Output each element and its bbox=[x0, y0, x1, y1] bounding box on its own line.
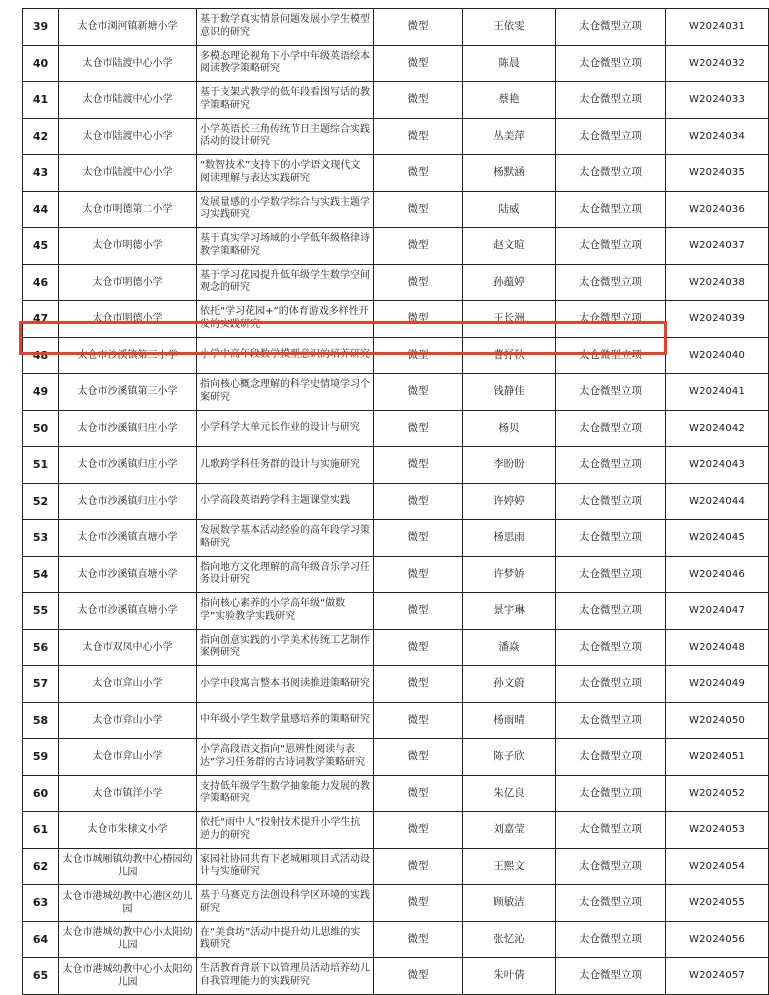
table-row bbox=[23, 191, 769, 228]
school-name: 太仓市双凤中心小学 bbox=[59, 629, 197, 666]
school-name: 太仓市沙溪镇第三小学 bbox=[59, 374, 197, 411]
person-name: 赵文暄 bbox=[463, 228, 556, 265]
project-category: 太仓微型立项 bbox=[556, 739, 666, 776]
person-name: 钱静佳 bbox=[463, 374, 556, 411]
row-number: 65 bbox=[23, 958, 59, 995]
school-name: 太仓市弇山小学 bbox=[59, 702, 197, 739]
row-number: 41 bbox=[23, 82, 59, 119]
project-code: W2024049 bbox=[666, 666, 769, 703]
project-type: 微型 bbox=[374, 739, 463, 776]
row-number: 53 bbox=[23, 520, 59, 557]
project-topic: 基于支架式教学的低年段看图写话的教学策略研究 bbox=[197, 82, 374, 119]
project-topic: 指向地方文化理解的高年级音乐学习任务设计研究 bbox=[197, 556, 374, 593]
person-name: 杨贝 bbox=[463, 410, 556, 447]
row-number: 50 bbox=[23, 410, 59, 447]
project-type: 微型 bbox=[374, 483, 463, 520]
person-name: 陆威 bbox=[463, 191, 556, 228]
table-row bbox=[23, 739, 769, 776]
row-number: 62 bbox=[23, 848, 59, 885]
project-code: W2024034 bbox=[666, 118, 769, 155]
project-category: 太仓微型立项 bbox=[556, 775, 666, 812]
project-topic: 依托“学习花园+”的体育游戏多样性开发的实践研究 bbox=[197, 301, 374, 338]
row-number: 57 bbox=[23, 666, 59, 703]
school-name: 太仓市明德小学 bbox=[59, 264, 197, 301]
row-number: 44 bbox=[23, 191, 59, 228]
row-number: 47 bbox=[23, 301, 59, 338]
project-topic: 在“美食坊”活动中提升幼儿思维的实践研究 bbox=[197, 921, 374, 958]
project-topic: 发展数学基本活动经验的高年段学习策略研究 bbox=[197, 520, 374, 557]
project-category: 太仓微型立项 bbox=[556, 556, 666, 593]
row-number: 59 bbox=[23, 739, 59, 776]
person-name: 顾敏洁 bbox=[463, 885, 556, 922]
project-category: 太仓微型立项 bbox=[556, 520, 666, 557]
row-number: 51 bbox=[23, 447, 59, 484]
person-name: 许梦娇 bbox=[463, 556, 556, 593]
project-list-sheet bbox=[22, 8, 746, 995]
table-row bbox=[23, 629, 769, 666]
project-type: 微型 bbox=[374, 958, 463, 995]
person-name: 朱亿良 bbox=[463, 775, 556, 812]
project-topic: 指向核心概念理解的科学史情境学习个案研究 bbox=[197, 374, 374, 411]
school-name: 太仓市陆渡中心小学 bbox=[59, 118, 197, 155]
project-topic: 家园社协同共育下老城厢项目式活动设计与实施研究 bbox=[197, 848, 374, 885]
school-name: 太仓市陆渡中心小学 bbox=[59, 155, 197, 192]
project-code: W2024046 bbox=[666, 556, 769, 593]
project-code: W2024039 bbox=[666, 301, 769, 338]
project-category: 太仓微型立项 bbox=[556, 374, 666, 411]
person-name: 景宇琳 bbox=[463, 593, 556, 630]
project-topic: 指向核心素养的小学高年级“做数学”实验教学实践研究 bbox=[197, 593, 374, 630]
project-category: 太仓微型立项 bbox=[556, 82, 666, 119]
school-name: 太仓市沙溪镇直塘小学 bbox=[59, 556, 197, 593]
project-category: 太仓微型立项 bbox=[556, 848, 666, 885]
school-name: 太仓市沙溪镇归庄小学 bbox=[59, 447, 197, 484]
project-code: W2024055 bbox=[666, 885, 769, 922]
table-row bbox=[23, 301, 769, 338]
project-type: 微型 bbox=[374, 775, 463, 812]
project-table bbox=[22, 8, 769, 995]
person-name: 许婷婷 bbox=[463, 483, 556, 520]
project-topic: 小学高段英语跨学科主题课堂实践 bbox=[197, 483, 374, 520]
project-code: W2024037 bbox=[666, 228, 769, 265]
school-name: 太仓市明德小学 bbox=[59, 228, 197, 265]
project-topic: 小学中高年段数学模型意识的培养研究 bbox=[197, 337, 374, 374]
table-row bbox=[23, 374, 769, 411]
table-row bbox=[23, 155, 769, 192]
person-name: 王依雯 bbox=[463, 9, 556, 46]
project-code: W2024057 bbox=[666, 958, 769, 995]
project-type: 微型 bbox=[374, 885, 463, 922]
school-name: 太仓市浏河镇新塘小学 bbox=[59, 9, 197, 46]
school-name: 太仓市明德小学 bbox=[59, 301, 197, 338]
project-category: 太仓微型立项 bbox=[556, 483, 666, 520]
project-category: 太仓微型立项 bbox=[556, 118, 666, 155]
project-code: W2024048 bbox=[666, 629, 769, 666]
project-type: 微型 bbox=[374, 337, 463, 374]
school-name: 太仓市港城幼教中心小太阳幼儿园 bbox=[59, 958, 197, 995]
row-number: 39 bbox=[23, 9, 59, 46]
project-topic: 小学中段寓言整本书阅读推进策略研究 bbox=[197, 666, 374, 703]
project-code: W2024054 bbox=[666, 848, 769, 885]
row-number: 52 bbox=[23, 483, 59, 520]
project-topic: “数智技术”支持下的小学语文现代文阅读理解与表达实践研究 bbox=[197, 155, 374, 192]
project-type: 微型 bbox=[374, 848, 463, 885]
project-topic: 支持低年级学生数学抽象能力发展的教学策略研究 bbox=[197, 775, 374, 812]
school-name: 太仓市陆渡中心小学 bbox=[59, 45, 197, 82]
project-type: 微型 bbox=[374, 374, 463, 411]
row-number: 46 bbox=[23, 264, 59, 301]
project-type: 微型 bbox=[374, 264, 463, 301]
person-name: 刘嘉莹 bbox=[463, 812, 556, 849]
school-name: 太仓市城厢镇幼教中心椿园幼儿园 bbox=[59, 848, 197, 885]
person-name: 王长洲 bbox=[463, 301, 556, 338]
project-type: 微型 bbox=[374, 155, 463, 192]
project-category: 太仓微型立项 bbox=[556, 45, 666, 82]
school-name: 太仓市陆渡中心小学 bbox=[59, 82, 197, 119]
row-number: 55 bbox=[23, 593, 59, 630]
project-topic: 多模态理论视角下小学中年级英语绘本阅读教学策略研究 bbox=[197, 45, 374, 82]
row-number: 58 bbox=[23, 702, 59, 739]
project-code: W2024047 bbox=[666, 593, 769, 630]
project-type: 微型 bbox=[374, 812, 463, 849]
project-code: W2024040 bbox=[666, 337, 769, 374]
project-category: 太仓微型立项 bbox=[556, 410, 666, 447]
project-code: W2024032 bbox=[666, 45, 769, 82]
project-type: 微型 bbox=[374, 228, 463, 265]
row-number: 48 bbox=[23, 337, 59, 374]
person-name: 潘焱 bbox=[463, 629, 556, 666]
project-type: 微型 bbox=[374, 702, 463, 739]
school-name: 太仓市沙溪镇第三小学 bbox=[59, 337, 197, 374]
project-topic: 基于数学真实情景问题发展小学生模型意识的研究 bbox=[197, 9, 374, 46]
project-code: W2024042 bbox=[666, 410, 769, 447]
project-type: 微型 bbox=[374, 118, 463, 155]
table-row bbox=[23, 520, 769, 557]
person-name: 丛美萍 bbox=[463, 118, 556, 155]
person-name: 张忆沁 bbox=[463, 921, 556, 958]
table-row bbox=[23, 82, 769, 119]
project-category: 太仓微型立项 bbox=[556, 593, 666, 630]
table-row bbox=[23, 483, 769, 520]
row-number: 64 bbox=[23, 921, 59, 958]
project-code: W2024056 bbox=[666, 921, 769, 958]
row-number: 63 bbox=[23, 885, 59, 922]
school-name: 太仓市港城幼教中心港区幼儿园 bbox=[59, 885, 197, 922]
project-topic: 生活教育背景下以管理员活动培养幼儿自我管理能力的实践研究 bbox=[197, 958, 374, 995]
person-name: 陈晨 bbox=[463, 45, 556, 82]
project-type: 微型 bbox=[374, 45, 463, 82]
school-name: 太仓市沙溪镇归庄小学 bbox=[59, 410, 197, 447]
table-row bbox=[23, 337, 769, 374]
person-name: 曹抒秋 bbox=[463, 337, 556, 374]
project-code: W2024043 bbox=[666, 447, 769, 484]
table-row bbox=[23, 118, 769, 155]
project-type: 微型 bbox=[374, 410, 463, 447]
project-type: 微型 bbox=[374, 629, 463, 666]
project-category: 太仓微型立项 bbox=[556, 885, 666, 922]
table-row bbox=[23, 921, 769, 958]
person-name: 孙文蔚 bbox=[463, 666, 556, 703]
table-row bbox=[23, 593, 769, 630]
table-row bbox=[23, 9, 769, 46]
project-category: 太仓微型立项 bbox=[556, 702, 666, 739]
person-name: 杨思雨 bbox=[463, 520, 556, 557]
table-body bbox=[23, 9, 769, 995]
row-number: 61 bbox=[23, 812, 59, 849]
project-topic: 基于马赛克方法创设科学区环境的实践研究 bbox=[197, 885, 374, 922]
project-code: W2024044 bbox=[666, 483, 769, 520]
project-code: W2024051 bbox=[666, 739, 769, 776]
project-code: W2024052 bbox=[666, 775, 769, 812]
project-topic: 基于学习花园提升低年级学生数学空间观念的研究 bbox=[197, 264, 374, 301]
table-row bbox=[23, 264, 769, 301]
person-name: 孙蕴婷 bbox=[463, 264, 556, 301]
project-type: 微型 bbox=[374, 593, 463, 630]
project-topic: 中年级小学生数学量感培养的策略研究 bbox=[197, 702, 374, 739]
project-category: 太仓微型立项 bbox=[556, 629, 666, 666]
project-category: 太仓微型立项 bbox=[556, 447, 666, 484]
project-category: 太仓微型立项 bbox=[556, 264, 666, 301]
row-number: 54 bbox=[23, 556, 59, 593]
row-number: 42 bbox=[23, 118, 59, 155]
person-name: 陈子欣 bbox=[463, 739, 556, 776]
person-name: 朱叶倩 bbox=[463, 958, 556, 995]
project-code: W2024035 bbox=[666, 155, 769, 192]
person-name: 王熙文 bbox=[463, 848, 556, 885]
project-category: 太仓微型立项 bbox=[556, 9, 666, 46]
person-name: 李盼盼 bbox=[463, 447, 556, 484]
table-row bbox=[23, 447, 769, 484]
project-category: 太仓微型立项 bbox=[556, 228, 666, 265]
school-name: 太仓市弇山小学 bbox=[59, 739, 197, 776]
project-code: W2024053 bbox=[666, 812, 769, 849]
row-number: 40 bbox=[23, 45, 59, 82]
table-row bbox=[23, 228, 769, 265]
project-type: 微型 bbox=[374, 921, 463, 958]
table-row bbox=[23, 848, 769, 885]
project-category: 太仓微型立项 bbox=[556, 812, 666, 849]
project-type: 微型 bbox=[374, 301, 463, 338]
project-topic: 指向创意实践的小学美术传统工艺制作案例研究 bbox=[197, 629, 374, 666]
project-topic: 小学英语长三角传统节日主题综合实践活动的设计研究 bbox=[197, 118, 374, 155]
project-type: 微型 bbox=[374, 666, 463, 703]
table-row bbox=[23, 45, 769, 82]
project-code: W2024033 bbox=[666, 82, 769, 119]
table-row bbox=[23, 958, 769, 995]
project-topic: 小学科学大单元长作业的设计与研究 bbox=[197, 410, 374, 447]
project-topic: 发展量感的小学数学综合与实践主题学习实践研究 bbox=[197, 191, 374, 228]
project-type: 微型 bbox=[374, 520, 463, 557]
project-code: W2024031 bbox=[666, 9, 769, 46]
project-category: 太仓微型立项 bbox=[556, 155, 666, 192]
project-category: 太仓微型立项 bbox=[556, 921, 666, 958]
project-type: 微型 bbox=[374, 82, 463, 119]
row-number: 43 bbox=[23, 155, 59, 192]
row-number: 45 bbox=[23, 228, 59, 265]
table-row bbox=[23, 702, 769, 739]
table-row bbox=[23, 410, 769, 447]
project-topic: 基于真实学习场域的小学低年级格律诗教学策略研究 bbox=[197, 228, 374, 265]
row-number: 56 bbox=[23, 629, 59, 666]
project-category: 太仓微型立项 bbox=[556, 301, 666, 338]
project-code: W2024041 bbox=[666, 374, 769, 411]
table-row bbox=[23, 775, 769, 812]
project-code: W2024036 bbox=[666, 191, 769, 228]
school-name: 太仓市沙溪镇直塘小学 bbox=[59, 520, 197, 557]
person-name: 杨默涵 bbox=[463, 155, 556, 192]
school-name: 太仓市港城幼教中心小太阳幼儿园 bbox=[59, 921, 197, 958]
project-category: 太仓微型立项 bbox=[556, 958, 666, 995]
project-code: W2024038 bbox=[666, 264, 769, 301]
project-type: 微型 bbox=[374, 556, 463, 593]
table-row bbox=[23, 666, 769, 703]
project-type: 微型 bbox=[374, 9, 463, 46]
project-category: 太仓微型立项 bbox=[556, 191, 666, 228]
school-name: 太仓市明德第二小学 bbox=[59, 191, 197, 228]
school-name: 太仓市沙溪镇直塘小学 bbox=[59, 593, 197, 630]
project-type: 微型 bbox=[374, 447, 463, 484]
table-row bbox=[23, 812, 769, 849]
row-number: 60 bbox=[23, 775, 59, 812]
project-type: 微型 bbox=[374, 191, 463, 228]
school-name: 太仓市镇洋小学 bbox=[59, 775, 197, 812]
table-row bbox=[23, 556, 769, 593]
school-name: 太仓市弇山小学 bbox=[59, 666, 197, 703]
person-name: 杨雨晴 bbox=[463, 702, 556, 739]
project-topic: 小学高段语文指向“思辨性阅读与表达”学习任务群的古诗词教学策略研究 bbox=[197, 739, 374, 776]
project-code: W2024050 bbox=[666, 702, 769, 739]
row-number: 49 bbox=[23, 374, 59, 411]
school-name: 太仓市朱棣文小学 bbox=[59, 812, 197, 849]
project-topic: 依托“雨中人”投射技术提升小学生抗逆力的研究 bbox=[197, 812, 374, 849]
project-code: W2024045 bbox=[666, 520, 769, 557]
project-category: 太仓微型立项 bbox=[556, 337, 666, 374]
school-name: 太仓市沙溪镇归庄小学 bbox=[59, 483, 197, 520]
project-category: 太仓微型立项 bbox=[556, 666, 666, 703]
person-name: 蔡艳 bbox=[463, 82, 556, 119]
project-topic: 儿歌跨学科任务群的设计与实施研究 bbox=[197, 447, 374, 484]
table-row bbox=[23, 885, 769, 922]
